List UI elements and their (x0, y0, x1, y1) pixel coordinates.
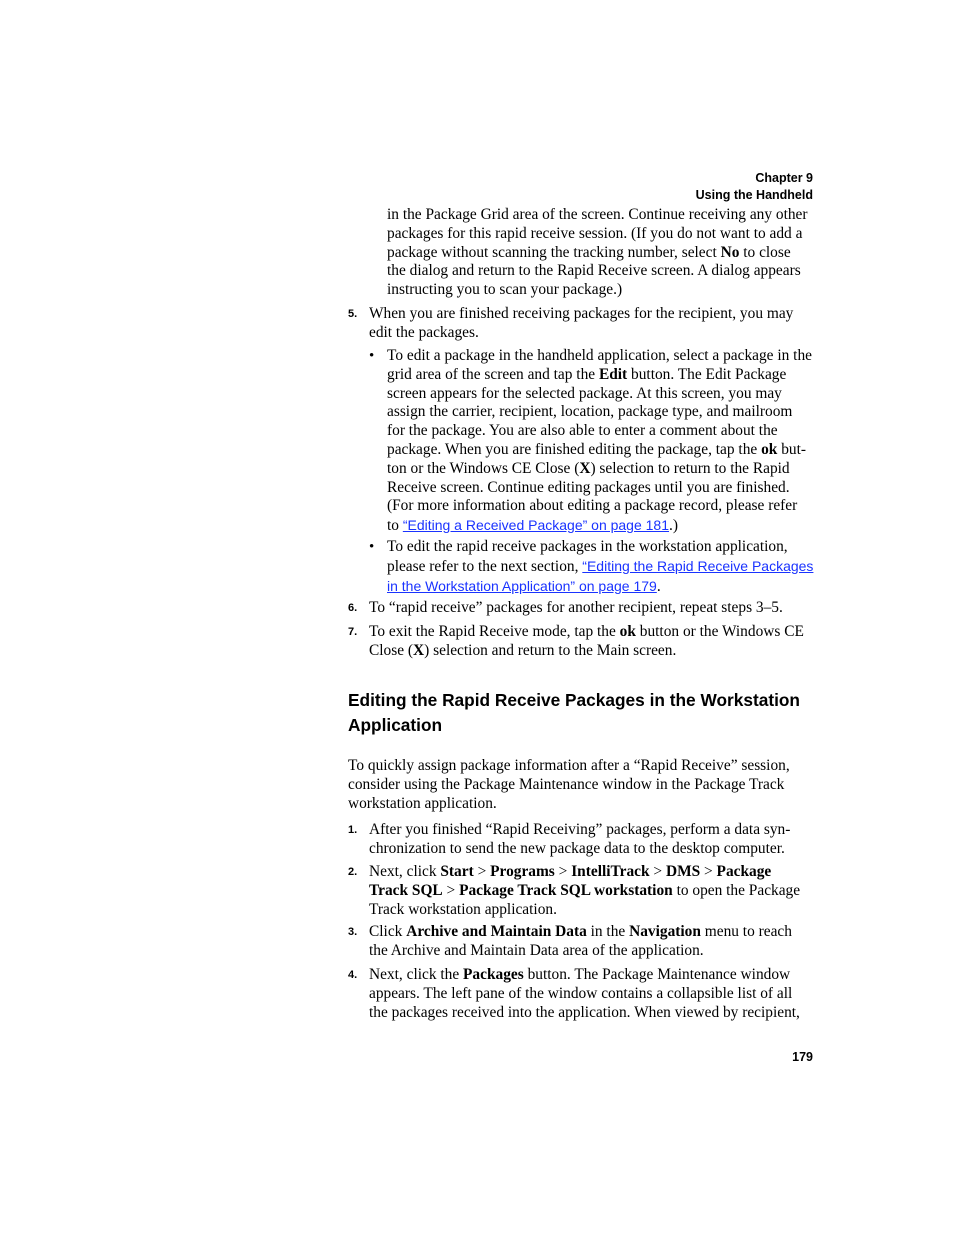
step-number: 2. (348, 866, 358, 878)
step-number: 5. (348, 308, 358, 320)
step-5-text: When you are finished receiving packages for the recipient, you may edit the packages. (369, 305, 794, 341)
continued-paragraph: in the Package Grid area of the screen. Continue receiving any other packages for this rapid receive session. (If you do not want to add a package without scanning the tracking number, select No to close the dialog and return to the Rapid Receive screen. A dialog appears instructing you to scan your package.) (387, 206, 808, 299)
step-number: 1. (348, 824, 358, 836)
bullet-1-text: To edit a package in the handheld application, select a package in the grid area of the screen and tap the Edit button. The Edit Package screen appears for the selected package. At this screen, you may assign the carrier, recipient, location, package type, and mailroom for the package. You are also able to enter a comment about the package. When you are finished editing the package, tap the ok but- ton or the Windows CE Close (X) selection to return to the Rapid Receive screen. Continue editing packages until you are finished. (For more information about editing a package record, please refer to “Editing a Received Package” on page 181.) (387, 347, 812, 535)
workstation-step-3-text: Click Archive and Maintain Data in the Navigation menu to reach the Archive and Maintain Data area of the application. (369, 923, 792, 959)
page-number: 179 (792, 1050, 813, 1064)
cross-reference-link[interactable]: “Editing the Rapid Receive Packages (582, 557, 814, 574)
intro-paragraph: To quickly assign package information after a “Rapid Receive” session, consider using the Package Maintenance window in the Package Track workstation application. (348, 757, 790, 812)
bullet-marker: • (369, 348, 375, 364)
section-label: Using the Handheld (695, 188, 813, 202)
step-number: 4. (348, 969, 358, 981)
workstation-step-2-text: Next, click Start > Programs > IntelliTrack > DMS > Package Track SQL > Package Track SQL workstation to open the Package Track workstation application. (369, 863, 801, 918)
workstation-step-1-text: After you finished “Rapid Receiving” packages, perform a data syn- chronization to send the new package data to the desktop computer. (369, 821, 791, 857)
step-6-text: To “rapid receive” packages for another recipient, repeat steps 3–5. (369, 599, 783, 616)
section-heading: Editing the Rapid Receive Packages in the Workstation Application (348, 690, 800, 735)
step-number: 3. (348, 926, 358, 938)
workstation-step-4-text: Next, click the Packages button. The Package Maintenance window appears. The left pane of the window contains a collapsible list of all the packages received into the application. When viewed by recipient, (369, 966, 800, 1021)
step-7-text: To exit the Rapid Receive mode, tap the ok button or the Windows CE Close (X) selection and return to the Main screen. (369, 623, 804, 659)
running-header (696, 170, 813, 204)
step-number: 7. (348, 626, 358, 638)
cross-reference-link[interactable]: “Editing a Received Package” on page 181 (402, 517, 670, 534)
cross-reference-link[interactable]: in the Workstation Application” on page 179 (387, 577, 657, 594)
bullet-marker: • (369, 539, 375, 555)
bullet-2-text: To edit the rapid receive packages in the workstation application, please refer to the next section, “Editing the Rapid Receive Packages in the Workstation Application” on page 179. (387, 538, 814, 595)
chapter-label: Chapter 9 (755, 171, 813, 185)
step-number: 6. (348, 602, 358, 614)
